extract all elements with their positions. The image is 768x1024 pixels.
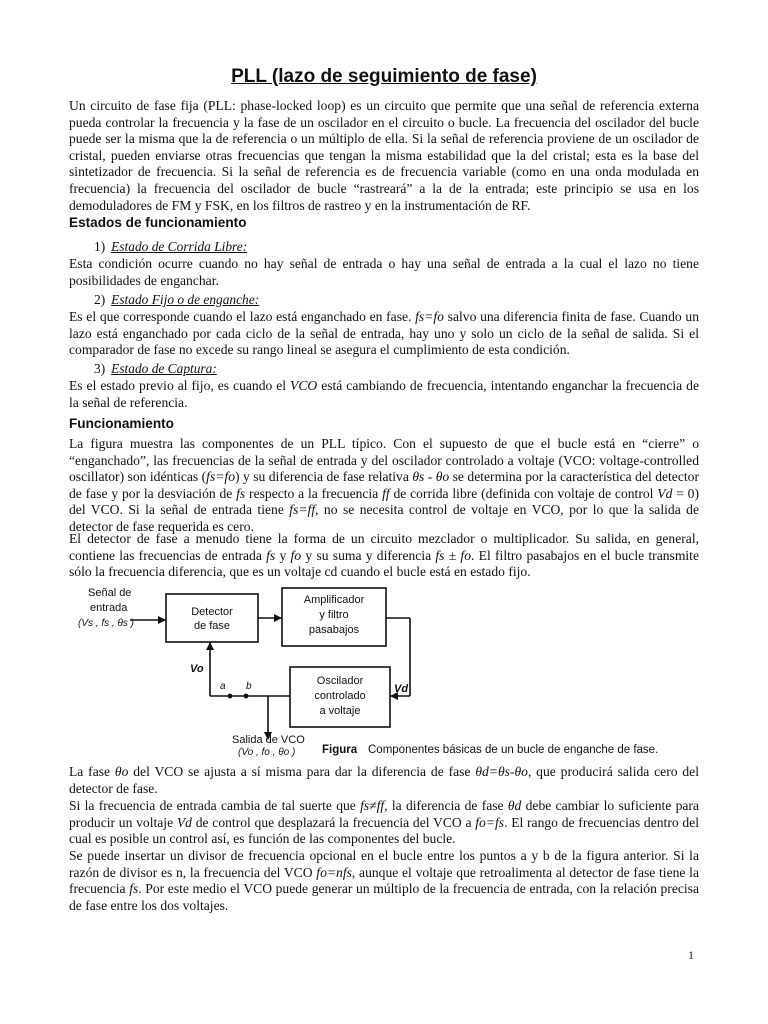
amp-label-1: Amplificador — [303, 594, 365, 606]
state-1-title — [94, 239, 247, 255]
state-2-title — [94, 292, 259, 308]
intro-paragraph: Un circuito de fase fija (PLL: phase-locked loop) es un circuito que permite que una señal de referencia externa pueda controlar la frecuencia y la fase de un oscilador en el circuito o bucle. La frecuencia del oscilador del bucle puede ser la misma que la de referencia o un múltiplo de ella. Si la señal de referencia proviene de un oscilador de cristal, pueden enviarse otras frecuencias que tengan la misma estabilidad que la del cristal; esta es la base del sintetizador de frecuencia. Si la señal de referencia es de frecuencia variable (como en una onda modulada en frecuencia) la frecuencia del oscilador de bucle “rastreará” a la de la entrada; este principio se usa en los demoduladores de FM y FSK, en los filtros de rastreo y en la instrumentación de RF. — [69, 98, 699, 213]
figure-caption: Componentes básicas de un bucle de enganche de fase. — [368, 744, 659, 756]
state-1-name: Estado de Corrida Libre: — [111, 239, 248, 254]
node-a — [228, 694, 233, 699]
arrow-to-amp — [274, 614, 282, 622]
state-3-title — [94, 361, 217, 377]
input-label-1: Señal de — [88, 587, 132, 599]
node-b — [244, 694, 249, 699]
state-3-name: Estado de Captura: — [111, 361, 217, 376]
vco-label-3: a voltaje — [319, 705, 361, 717]
state-3-number: 3) — [94, 361, 106, 376]
detector-block — [166, 594, 258, 642]
vco-term: VCO — [290, 378, 318, 393]
section-heading-funcionamiento: Funcionamiento — [69, 416, 174, 431]
label-b: b — [246, 681, 252, 692]
page-number: 1 — [688, 948, 694, 962]
label-vo: Vo — [190, 663, 204, 675]
page-title: PLL (lazo de seguimiento de fase) — [231, 66, 537, 87]
state-1-number: 1) — [94, 239, 106, 254]
amp-label-3: pasabajos — [308, 624, 360, 636]
detector-label-2: de fase — [193, 620, 231, 632]
after-paragraph-2: Si la frecuencia de entrada cambia de tal suerte que fs≠ff, la diferencia de fase θd debe cambiar lo suficiente para producir un voltaje Vd de control que desplazará la frecuencia del VCO a fo=fs. El rango de frecuencias dentro del cual es posible un control así, es función de las componentes del bucle. — [69, 798, 699, 847]
output-label-2: (Vo , fo , θo ) — [238, 747, 296, 758]
funcionamiento-paragraph-2: El detector de fase a menudo tiene la forma de un circuito mezclador o multiplicador. Su salida, en general, contiene las frecuencias de entrada fs y fo y su suma y diferencia fs ± fo. El filtro pasabajos en el bucle transmite sólo la frecuencia diferencia, que es un voltaje cd cuando el bucle está en estado fijo. — [69, 531, 699, 580]
detector-label-1: Detector — [191, 606, 233, 618]
state-2-name: Estado Fijo o de enganche: — [111, 292, 260, 307]
label-vd: Vd — [394, 683, 409, 695]
figure-caption-bold: Figura — [322, 744, 358, 756]
after-paragraph-1: La fase θo del VCO se ajusta a sí misma para dar la diferencia de fase θd=θs-θo, que producirá salida cero del detector de fase. — [69, 764, 699, 796]
amp-label-2: y filtro — [319, 609, 349, 621]
eq-fs-fo: fs=fo — [415, 309, 444, 324]
vco-label-2: controlado — [314, 690, 366, 702]
vco-label-1: Oscilador — [316, 675, 364, 687]
output-label-1: Salida de VCO — [232, 734, 305, 746]
state-3-paragraph: Es el estado previo al fijo, es cuando el VCO está cambiando de frecuencia, intentando enganchar la frecuencia de la señal de referencia. — [69, 378, 699, 410]
state-1-paragraph: Esta condición ocurre cuando no hay señal de entrada o hay una señal de entrada a la cual el lazo no tiene posibilidades de enganchar. — [69, 256, 699, 288]
after-paragraph-3: Se puede insertar un divisor de frecuencia opcional en el bucle entre los puntos a y b de la figura anterior. Si la razón de divisor es n, la frecuencia del VCO fo=nfs, aunque el voltaje que retroalimenta al detector de fase tiene la frecuencia fs. Por este medio el VCO puede generar un múltiplo de la frecuencia de entrada, con la relación precisa de fase entre los dos voltajes. — [69, 848, 699, 913]
pll-block-diagram — [60, 580, 720, 760]
input-label-2: entrada — [90, 602, 128, 614]
state-2-paragraph: Es el que corresponde cuando el lazo está enganchado en fase. fs=fo salvo una diferencia finita de fase. Cuando un lazo está enganchado por cada ciclo de la señal de entrada, hay uno y solo un ciclo de la señal de salida. Si el comparador de fase no excede su rango lineal se asegura el cumplimiento de esta condición. — [69, 309, 699, 358]
section-heading-estados: Estados de funcionamiento — [69, 215, 247, 230]
funcionamiento-paragraph-1: La figura muestra las componentes de un PLL típico. Con el supuesto de que el bucle está en “cierre” o “enganchado”, las frecuencias de la señal de entrada y del oscilador controlado a voltaje (VCO: voltage-controlled oscillator) son idénticas (fs=fo) y su diferencia de fase relativa θs - θo se determina por la característica del detector de fase y por la desviación de fs respecto a la frecuencia ff de corrida libre (definida con voltaje de control Vd = 0) del VCO. Si la señal de entrada tiene fs=ff, no se necesita control de voltaje en VCO, por lo que la salida de detector de fase requerida es cero. — [69, 436, 700, 534]
input-label-3: (Vs , fs , θs ) — [78, 618, 134, 629]
label-a: a — [220, 681, 226, 692]
arrow-input — [158, 616, 166, 624]
state-2-number: 2) — [94, 292, 106, 307]
arrow-feedback — [206, 642, 214, 650]
